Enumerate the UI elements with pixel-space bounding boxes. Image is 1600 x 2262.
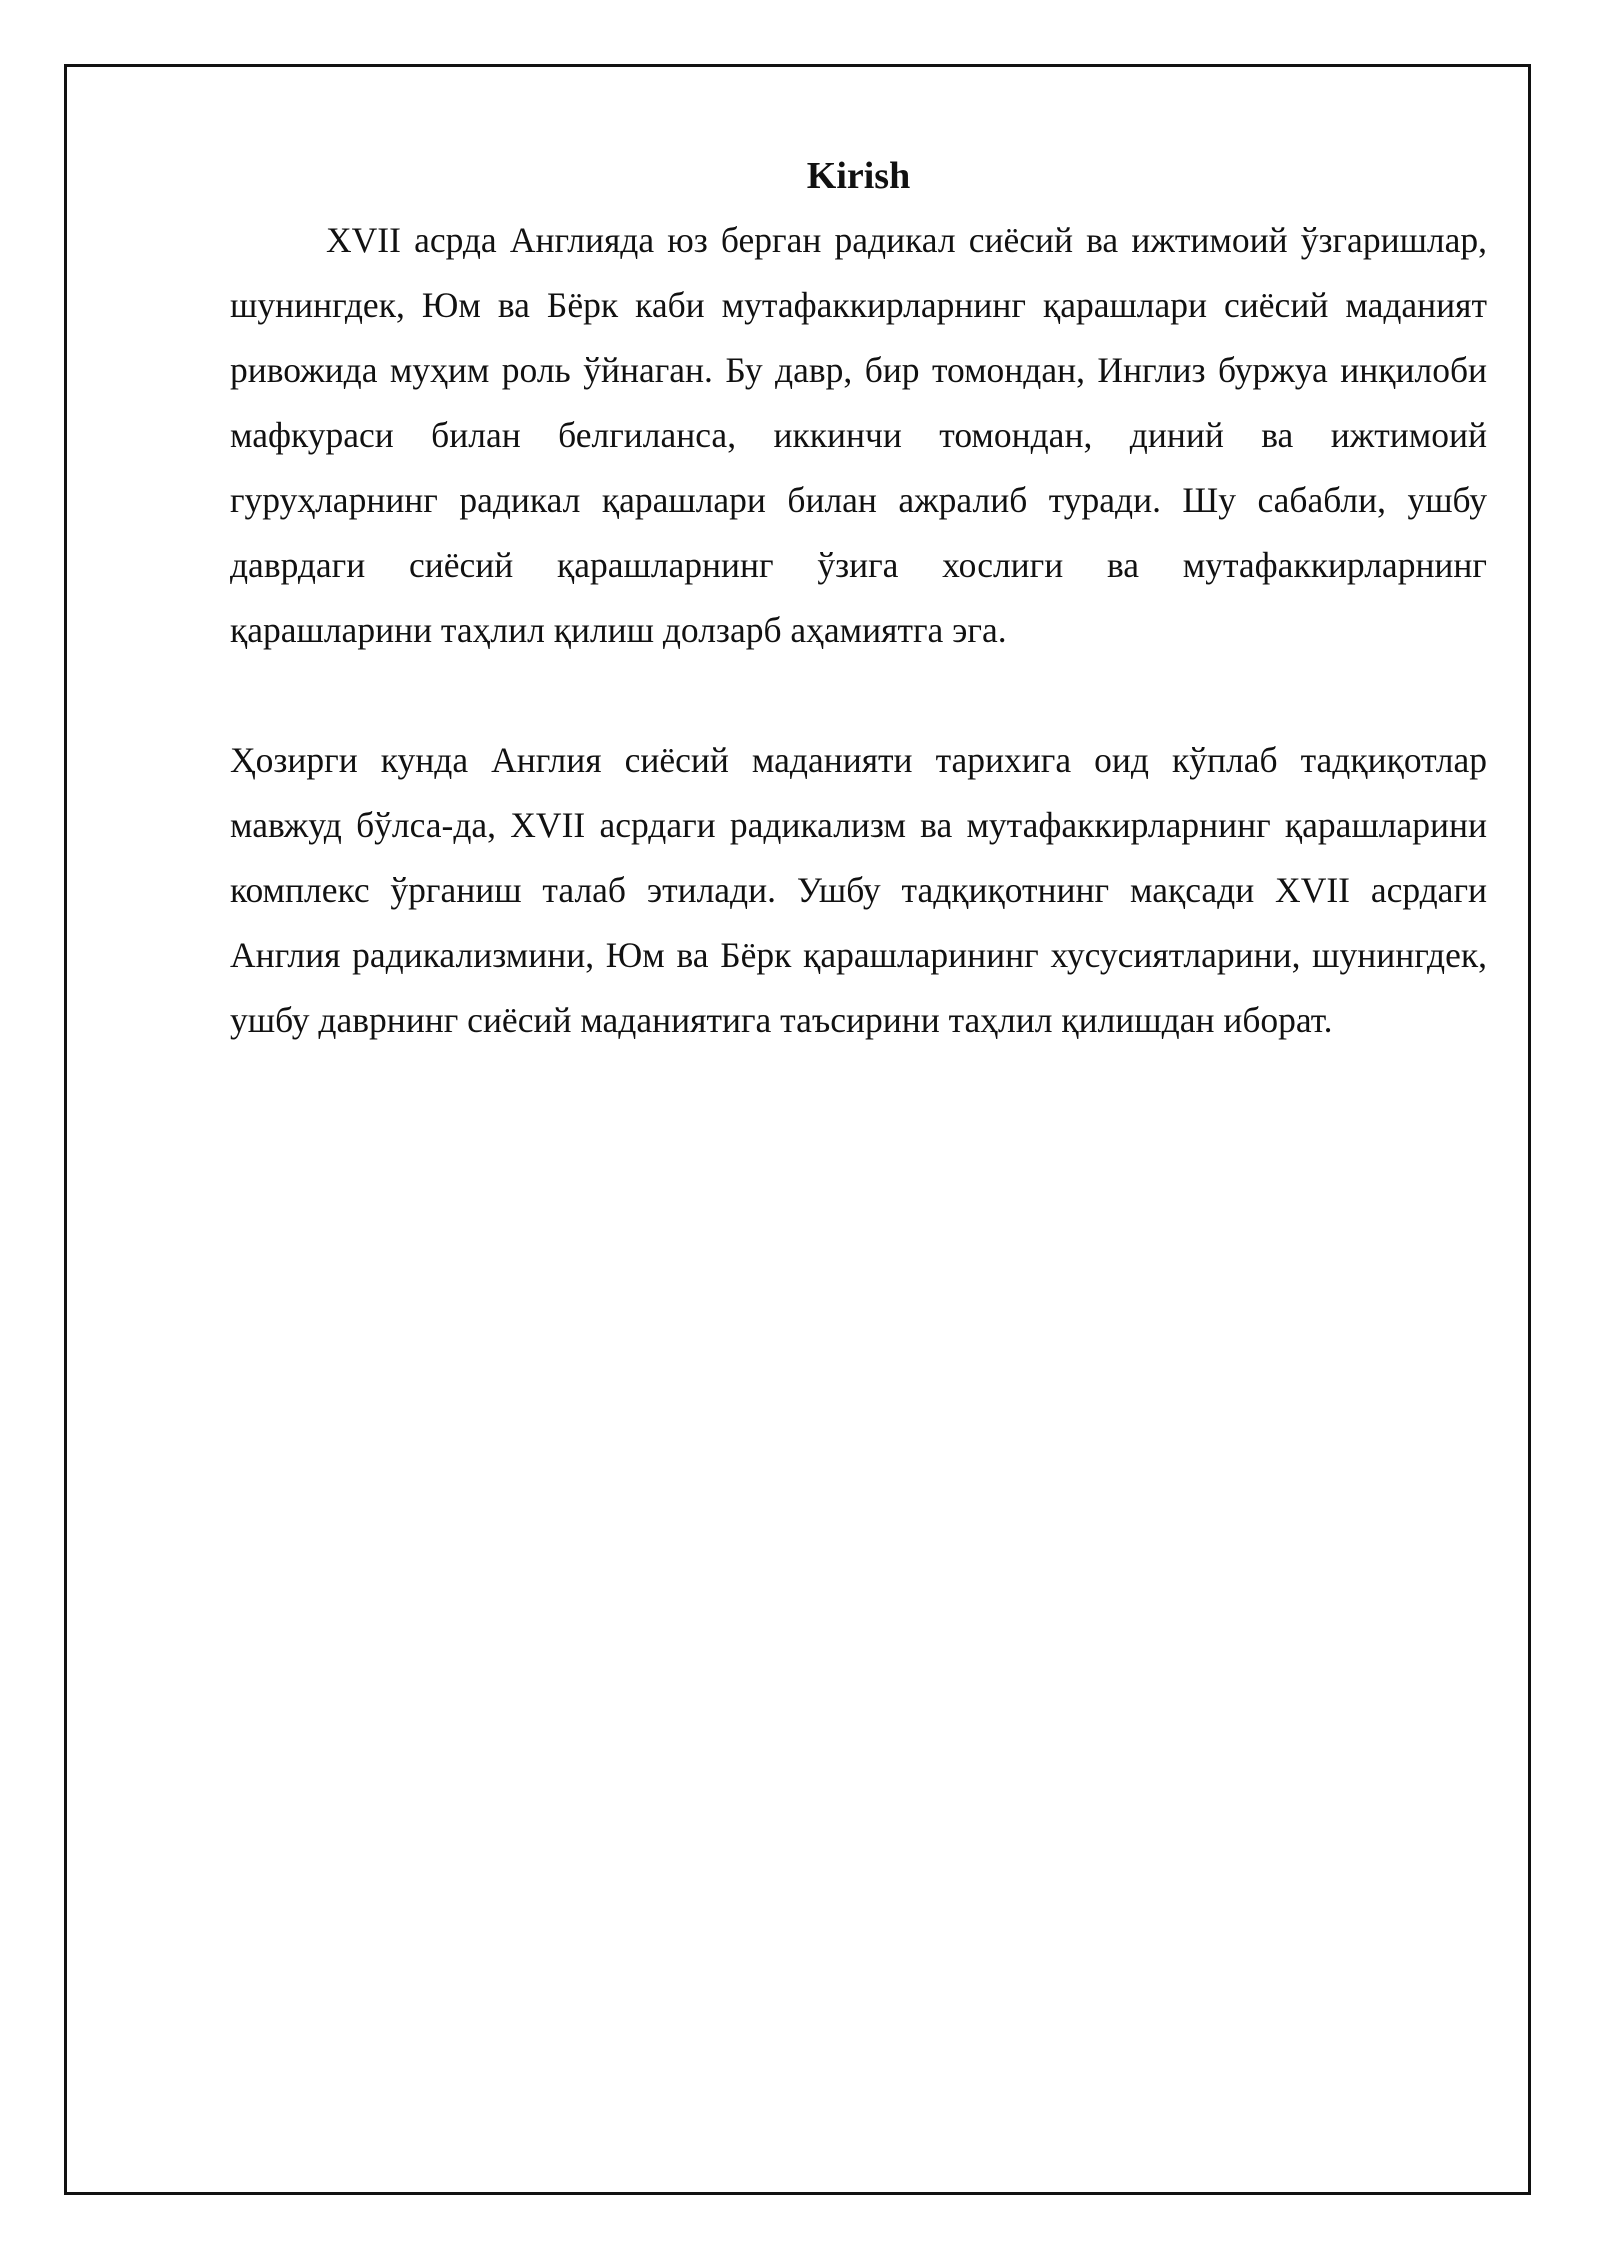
document-title: Kirish <box>806 155 911 197</box>
paragraph-1: XVII асрда Англияда юз берган радикал сиёсий ва ижтимоий ўзгаришлар, шунингдек, Юм ва Бёрк каби мутафаккирларнинг қарашлари сиёсий маданият ривожида муҳим роль ўйнаган. Бу давр, бир томондан, Инглиз буржуа инқилоби мафкураси билан белгиланса, иккинчи томондан, диний ва ижтимоий гуруҳларнинг радикал қарашлари билан ажралиб туради. Шу сабабли, ушбу даврдаги сиёсий қарашларнинг ўзига хослиги ва мутафаккирларнинг қарашларини таҳлил қилиш долзарб аҳамиятга эга. <box>230 220 1487 650</box>
paragraph-2: Ҳозирги кунда Англия сиёсий маданияти тарихига оид кўплаб тадқиқотлар мавжуд бўлса-да, XVII асрдаги радикализм ва мутафаккирларнинг қарашларини комплекс ўрганиш талаб этилади. Ушбу тадқиқотнинг мақсади XVII асрдаги Англия радикализмини, Юм ва Бёрк қарашларининг хусусиятларини, шунингдек, ушбу даврнинг сиёсий маданиятига таъсирини таҳлил қилишдан иборат. <box>230 740 1487 1040</box>
document-body <box>230 148 1487 1053</box>
paragraph-spacer <box>230 663 1487 728</box>
